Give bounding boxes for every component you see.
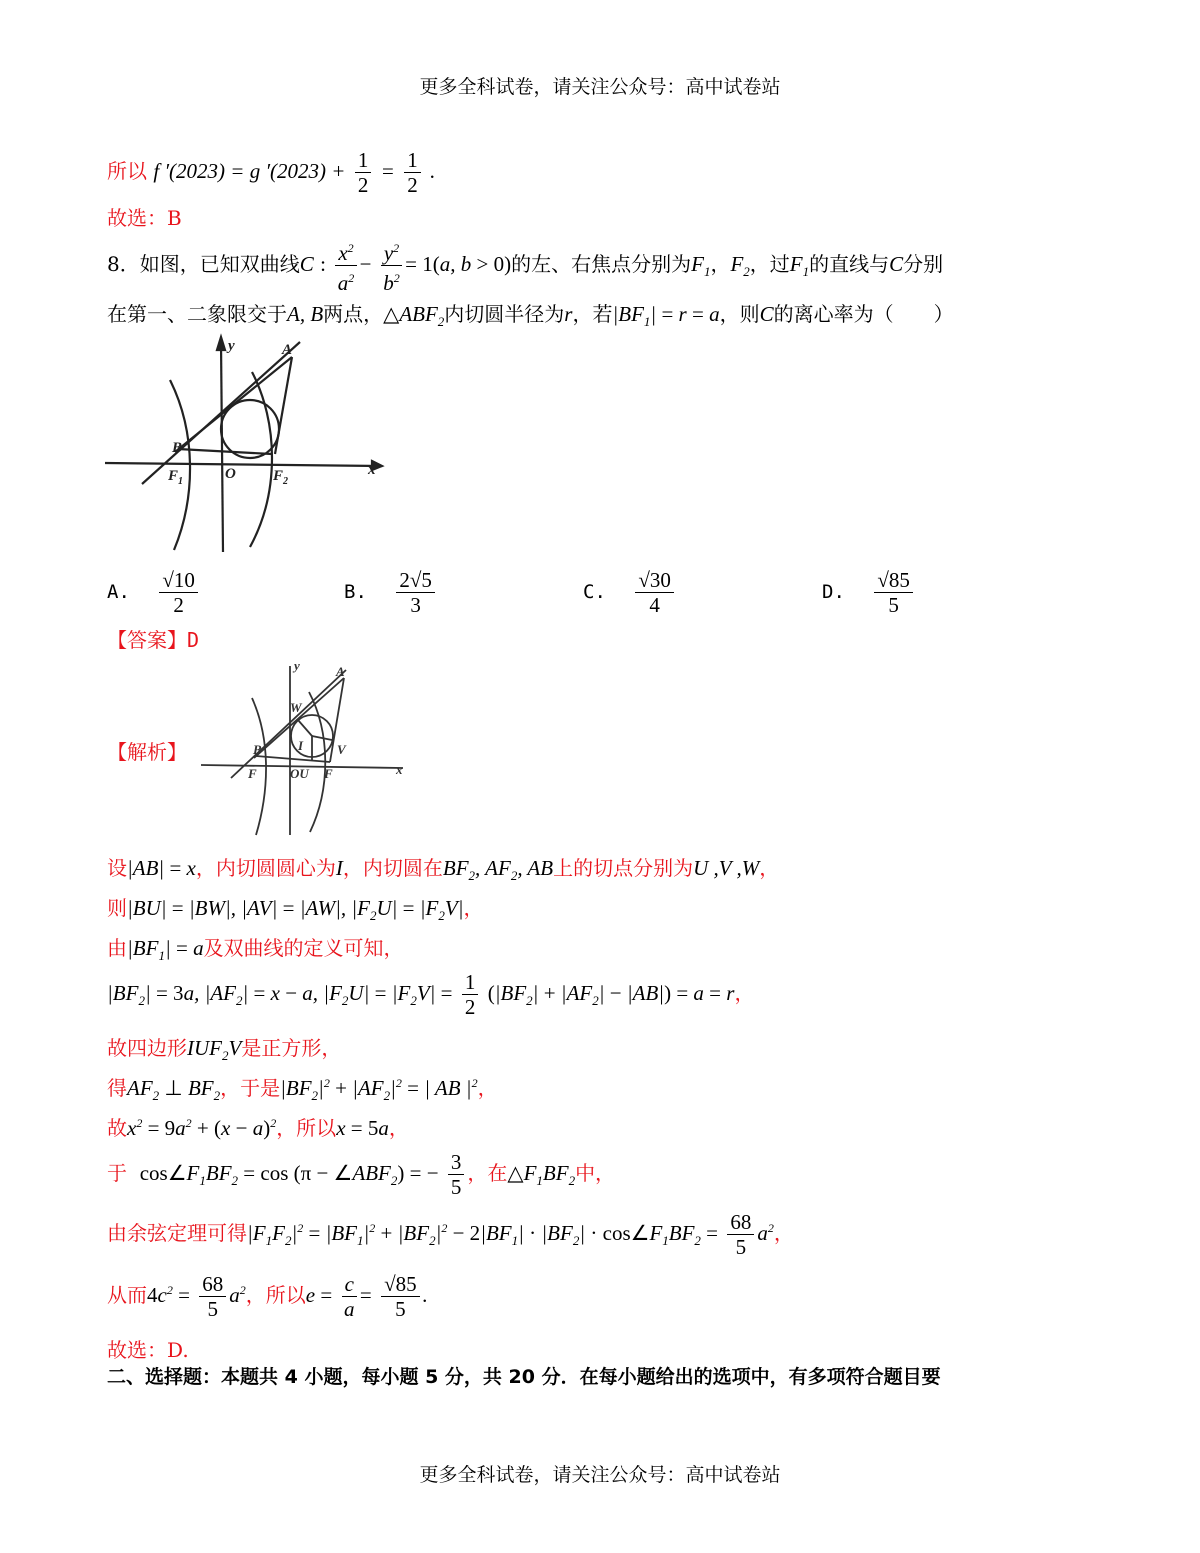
svg-text:x: x: [368, 462, 376, 478]
option-b[interactable]: [344, 568, 438, 617]
y-frac: $\frac{y^2}{b^2}$: [381, 236, 402, 295]
prev-math: f ′(2023) = g ′(2023) +: [153, 159, 346, 183]
solution-line-4: $|BF_2| = 3a$, $|AF_2| = x - a$, $|F_2U| = |F_2V|$ = $\frac{1}{2}$ $(|BF_2| + |AF_2| - |AB|) = a = r$，: [107, 970, 755, 1019]
q8-line2-d: ，若: [572, 302, 613, 326]
option-c-label: C.: [583, 581, 606, 603]
svg-text:y: y: [294, 660, 300, 673]
option-c-value: $\frac{√30}{4}$: [635, 568, 674, 617]
svg-text:B: B: [172, 440, 183, 456]
svg-text:A: A: [282, 342, 293, 358]
prev-eq: =: [380, 159, 395, 183]
page-footer: 更多全科试卷，请关注公众号：高中试卷站: [419, 1464, 781, 1486]
option-d-label: D.: [822, 581, 845, 603]
svg-text:F1: $F_1$: [168, 468, 184, 487]
svg-text:y: y: [228, 338, 235, 354]
svg-text:O: O: [225, 466, 236, 482]
svg-text:OU: OU: [290, 766, 309, 781]
svg-text:x: x: [396, 762, 403, 777]
svg-text:F: F: [248, 766, 257, 781]
question-number: 8．如图，已知双曲线: [107, 252, 300, 276]
q8-text-1: 的左、右焦点分别为: [511, 252, 692, 276]
q8-line2-a: 在第一、二象限交于: [107, 302, 287, 326]
answer-line: [107, 624, 199, 653]
answer-value: D: [187, 628, 200, 652]
option-b-label: B.: [344, 581, 367, 603]
page-header: 更多全科试卷，请关注公众号：高中试卷站: [419, 76, 781, 98]
svg-text:V: V: [337, 742, 346, 757]
q8-line2-e: ，则: [719, 302, 760, 326]
q8-line2-c: 内切圆半径为: [444, 302, 565, 326]
prev-choose: 故选：B: [107, 206, 182, 230]
q8-line2-b: 两点，: [323, 302, 384, 326]
solution-line-5: 故四边形$IUF_2V$是正方形，: [107, 1036, 342, 1064]
svg-text:F2: $F_2$: [273, 468, 289, 487]
q8-text-4: 分别: [903, 252, 944, 276]
solution-line-2: 则|BU| = |BW|, |AV| = |AW|, $|F_2U| = |F_2V|$，: [107, 896, 484, 924]
svg-text:A: A: [336, 664, 345, 679]
analysis-label: 【解析】: [107, 740, 187, 764]
solution-line-7: 故$x^2 = 9a^2 + (x - a)^2$，所以x = 5a，: [107, 1116, 409, 1140]
question-8-line-1: 8．如图，已知双曲线C : $\frac{x^2}{a^2}$ − $\frac{y^2}{b^2}$ = 1(a, b > 0)的左、右焦点分别为$F_1$，$F_2$，过$F_1$的直线与C分别: [107, 236, 943, 295]
option-a-label: A.: [107, 581, 130, 603]
half-frac: $\frac{1}{2}$: [462, 970, 479, 1019]
prev-end: .: [430, 159, 436, 183]
e-value-frac: $\frac{√85}{5}$: [381, 1272, 420, 1321]
solution-line-6: 得$AF_2$ ⊥ $BF_2$，于是$|BF_2|^2 + |AF_2|^2$ = | AB $|^2$，: [107, 1076, 498, 1104]
q8-line2-f: 的离心率为（ ）: [773, 302, 954, 326]
solution-line-3: 由$|BF_1| = a$及双曲线的定义可知，: [107, 936, 404, 964]
svg-text:I: I: [298, 738, 304, 753]
option-b-value: $\frac{2√5}{3}$: [396, 568, 435, 617]
x-frac: $\frac{x^2}{a^2}$: [335, 236, 356, 295]
option-c[interactable]: [583, 568, 677, 617]
cos-law-frac: $\frac{68}{5}$: [727, 1210, 754, 1259]
answer-label: 【答案】: [107, 628, 187, 652]
svg-text:F: F: [324, 766, 333, 781]
solution-line-8: 于 $\cos\angle F_1BF_2 = \cos (\pi$ − $\angle ABF_2$) = − $\frac{3}{5}$ ，在$\triangle F_1BF_2$中，: [107, 1150, 616, 1199]
prev-conclusion: [107, 148, 435, 197]
svg-text:B: B: [253, 742, 262, 757]
q8-text-2: ，过: [749, 252, 790, 276]
option-a[interactable]: [107, 568, 201, 617]
hyperbola-figure: [100, 332, 390, 557]
q8-text-3: 的直线与: [809, 252, 890, 276]
section-2-heading: 二、选择题：本题共 4 小题，每小题 5 分，共 20 分．在每小题给出的选项中，有多项符合题目要: [107, 1366, 941, 1388]
e-frac: $\frac{c}{a}$: [342, 1272, 357, 1321]
prev-prefix: 所以: [107, 159, 147, 183]
option-d[interactable]: [822, 568, 916, 617]
solution-figure: [198, 660, 408, 838]
option-d-value: $\frac{√85}{5}$: [874, 568, 913, 617]
svg-text:W: W: [290, 700, 302, 715]
solution-line-1: 设|AB| = x，内切圆圆心为I，内切圆在$BF_2$, $AF_2$, AB上的切点分别为U ,V ,W，: [107, 856, 780, 884]
cos-frac: $\frac{3}{5}$: [448, 1150, 465, 1199]
question-8-line-2: 在第一、二象限交于A, B两点，$\triangle ABF_2$内切圆半径为r，若$|BF_1| = r = a$，则C的离心率为（ ）: [107, 302, 954, 330]
option-a-value: $\frac{√10}{2}$: [159, 568, 198, 617]
prev-frac-1: $\frac{1}{2}$: [355, 148, 372, 197]
solution-line-9: 由余弦定理可得$|F_1F_2|^2 = |BF_1|^2 + |BF_2|^2 - 2|BF_1| \cdot |BF_2|$ · $\cos\angle F_1BF_2$ = $\frac{68}{5}$ $a^2$，: [107, 1210, 794, 1259]
prev-frac-2: $\frac{1}{2}$: [404, 148, 421, 197]
solution-line-10: 从而$4c^2$ = $\frac{68}{5}$ $a^2$，所以e = $\frac{c}{a}$ = $\frac{√85}{5}$ .: [107, 1272, 428, 1321]
c-frac: $\frac{68}{5}$: [199, 1272, 226, 1321]
solution-choose: 故选：D.: [107, 1338, 189, 1362]
